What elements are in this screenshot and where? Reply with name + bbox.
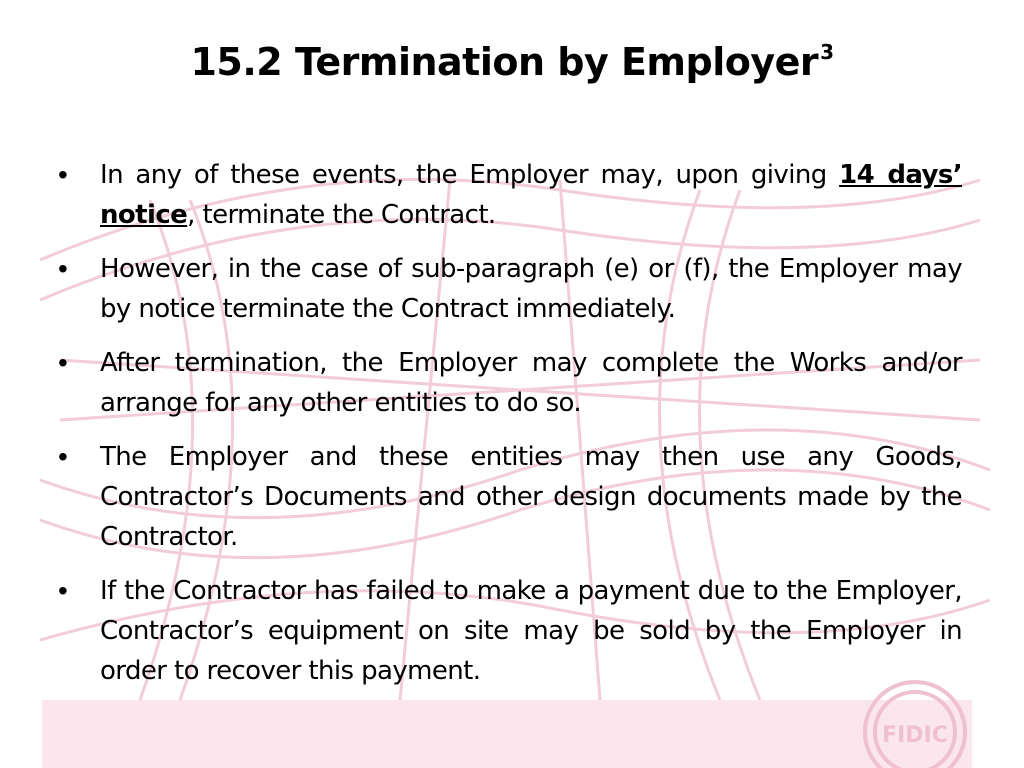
title-text: 15.2 Termination by Employer (190, 40, 819, 84)
bullet-text: However, in the case of sub-paragraph (e) or (f), the Employer may by notice terminate the Contract immediately. (100, 254, 962, 324)
bullet-text-after: , terminate the Contract. (187, 200, 496, 230)
bullet-list (58, 155, 962, 705)
bullet-item (58, 437, 962, 557)
bullet-dot-icon: • (58, 347, 68, 378)
notice-period-emphasis: 14 days’ notice (100, 160, 963, 230)
bullet-dot-icon: • (58, 253, 68, 284)
bullet-item (58, 571, 962, 691)
slide-title (0, 40, 1024, 84)
title-superscript: 3 (820, 40, 834, 64)
watermark-logo-text: FIDIC (882, 723, 948, 748)
bullet-text (100, 155, 962, 235)
bullet-item (58, 249, 962, 329)
bullet-item (58, 343, 962, 423)
bullet-text: The Employer and these entities may then use any Goods, Contractor’s Documents and other design documents made by the Contractor. (100, 442, 962, 552)
bullet-text-before: In any of these events, the Employer may, upon giving (100, 160, 840, 190)
bullet-text: After termination, the Employer may complete the Works and/or arrange for any other entities to do so. (100, 348, 962, 418)
bullet-dot-icon: • (58, 159, 68, 190)
bullet-dot-icon: • (58, 441, 68, 472)
bullet-text: If the Contractor has failed to make a payment due to the Employer, Contractor’s equipment on site may be sold by the Employer in order to recover this payment. (100, 576, 962, 686)
bullet-item (58, 155, 962, 235)
bullet-dot-icon: • (58, 575, 68, 606)
